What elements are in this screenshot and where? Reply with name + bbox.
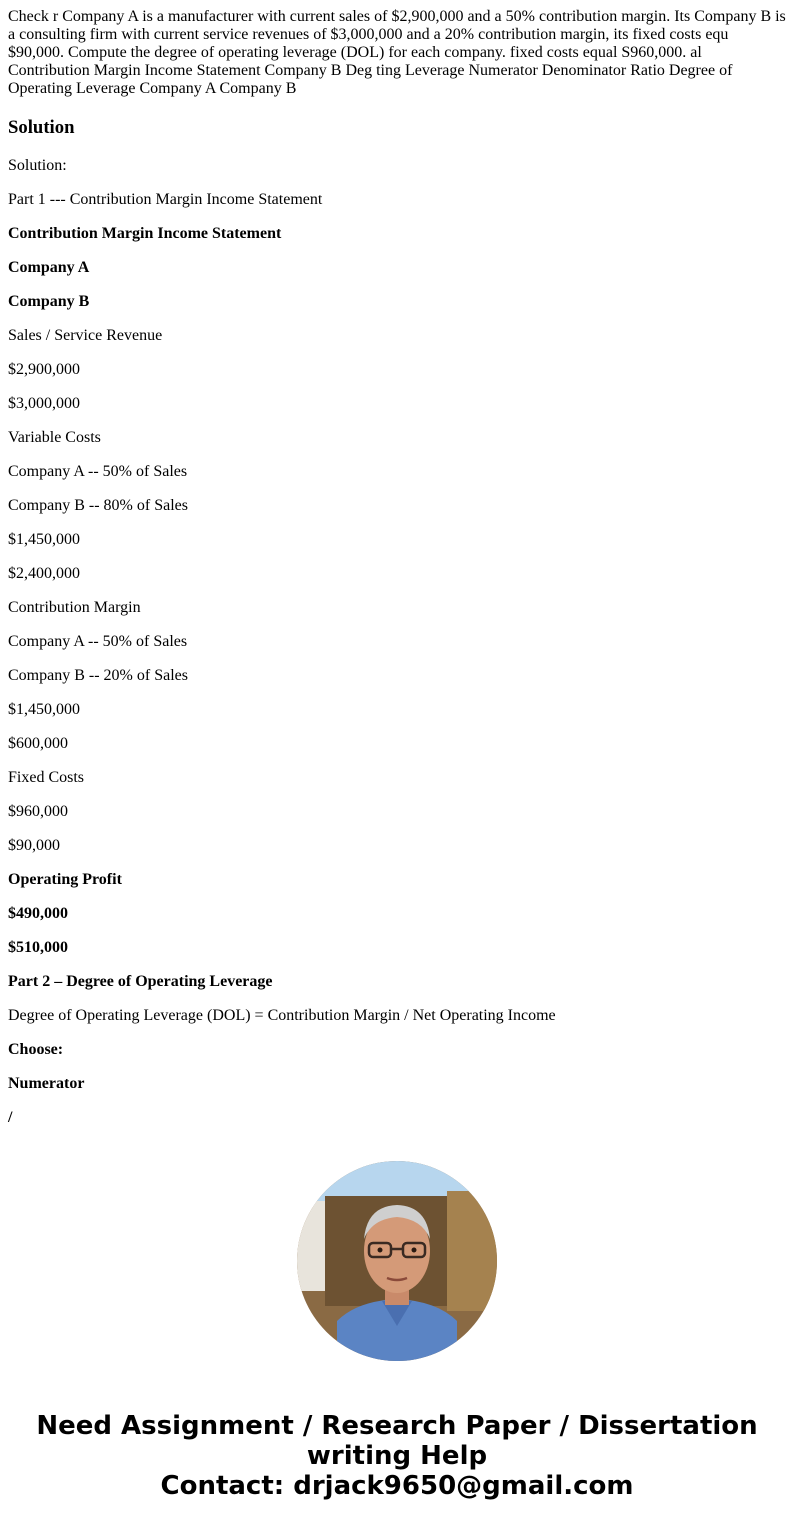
page <box>0 8 794 1523</box>
solution-line: Numerator <box>8 1075 85 1092</box>
solution-line: Sales / Service Revenue <box>8 327 163 344</box>
solution-line: $490,000 <box>8 905 68 922</box>
solution-heading: Solution <box>8 117 75 138</box>
solution-line: $90,000 <box>8 837 60 854</box>
solution-line: Part 1 --- Contribution Margin Income Statement <box>8 191 323 208</box>
solution-line: Company B -- 80% of Sales <box>8 497 188 514</box>
solution-line: Fixed Costs <box>8 769 85 786</box>
solution-line: Contribution Margin <box>8 599 141 616</box>
solution-line: Company A -- 50% of Sales <box>8 463 188 480</box>
solution-line: $600,000 <box>8 735 68 752</box>
solution-line: Company B <box>8 293 90 310</box>
solution-line: $510,000 <box>8 939 68 956</box>
solution-line: $2,900,000 <box>8 361 80 378</box>
solution-line: $1,450,000 <box>8 531 80 548</box>
question-text: Check r Company A is a manufacturer with current sales of $2,900,000 and a 50% contribution margin. Its Company B is a consulting firm with current service revenues of $3,000,000 and a 20% contribution margin, its fixed costs equ $90,000. Compute the degree of operating leverage (DOL) for each company. fixed costs equal S960,000. al Contribution Margin Income Statement Company B Deg ting Leverage Numerator Denominator Ratio Degree of Operating Leverage Company A Company B <box>8 8 786 97</box>
solution-line: Operating Profit <box>8 871 122 888</box>
solution-line: Choose: <box>8 1041 64 1058</box>
solution-line: Company B -- 20% of Sales <box>8 667 188 684</box>
solution-line: / <box>8 1109 13 1126</box>
promo-banner <box>0 1411 794 1501</box>
avatar <box>297 1161 497 1361</box>
solution-line: Part 2 – Degree of Operating Leverage <box>8 973 273 990</box>
solution-line: $1,450,000 <box>8 701 80 718</box>
solution-line: Variable Costs <box>8 429 101 446</box>
solution-line: Contribution Margin Income Statement <box>8 225 282 242</box>
solution-lines <box>8 157 786 1127</box>
solution-line: $3,000,000 <box>8 395 80 412</box>
solution-line: Company A <box>8 259 90 276</box>
solution-line: $960,000 <box>8 803 68 820</box>
solution-line: $2,400,000 <box>8 565 80 582</box>
promo-line-2: writing Help <box>306 1441 488 1471</box>
promo-contact: Contact: drjack9650@gmail.com <box>160 1471 634 1501</box>
solution-line: Company A -- 50% of Sales <box>8 633 188 650</box>
solution-line: Solution: <box>8 157 67 174</box>
avatar-portrait-icon <box>297 1161 497 1361</box>
promo-line-1: Need Assignment / Research Paper / Dissertation <box>36 1411 758 1441</box>
solution-line: Degree of Operating Leverage (DOL) = Contribution Margin / Net Operating Income <box>8 1007 556 1024</box>
